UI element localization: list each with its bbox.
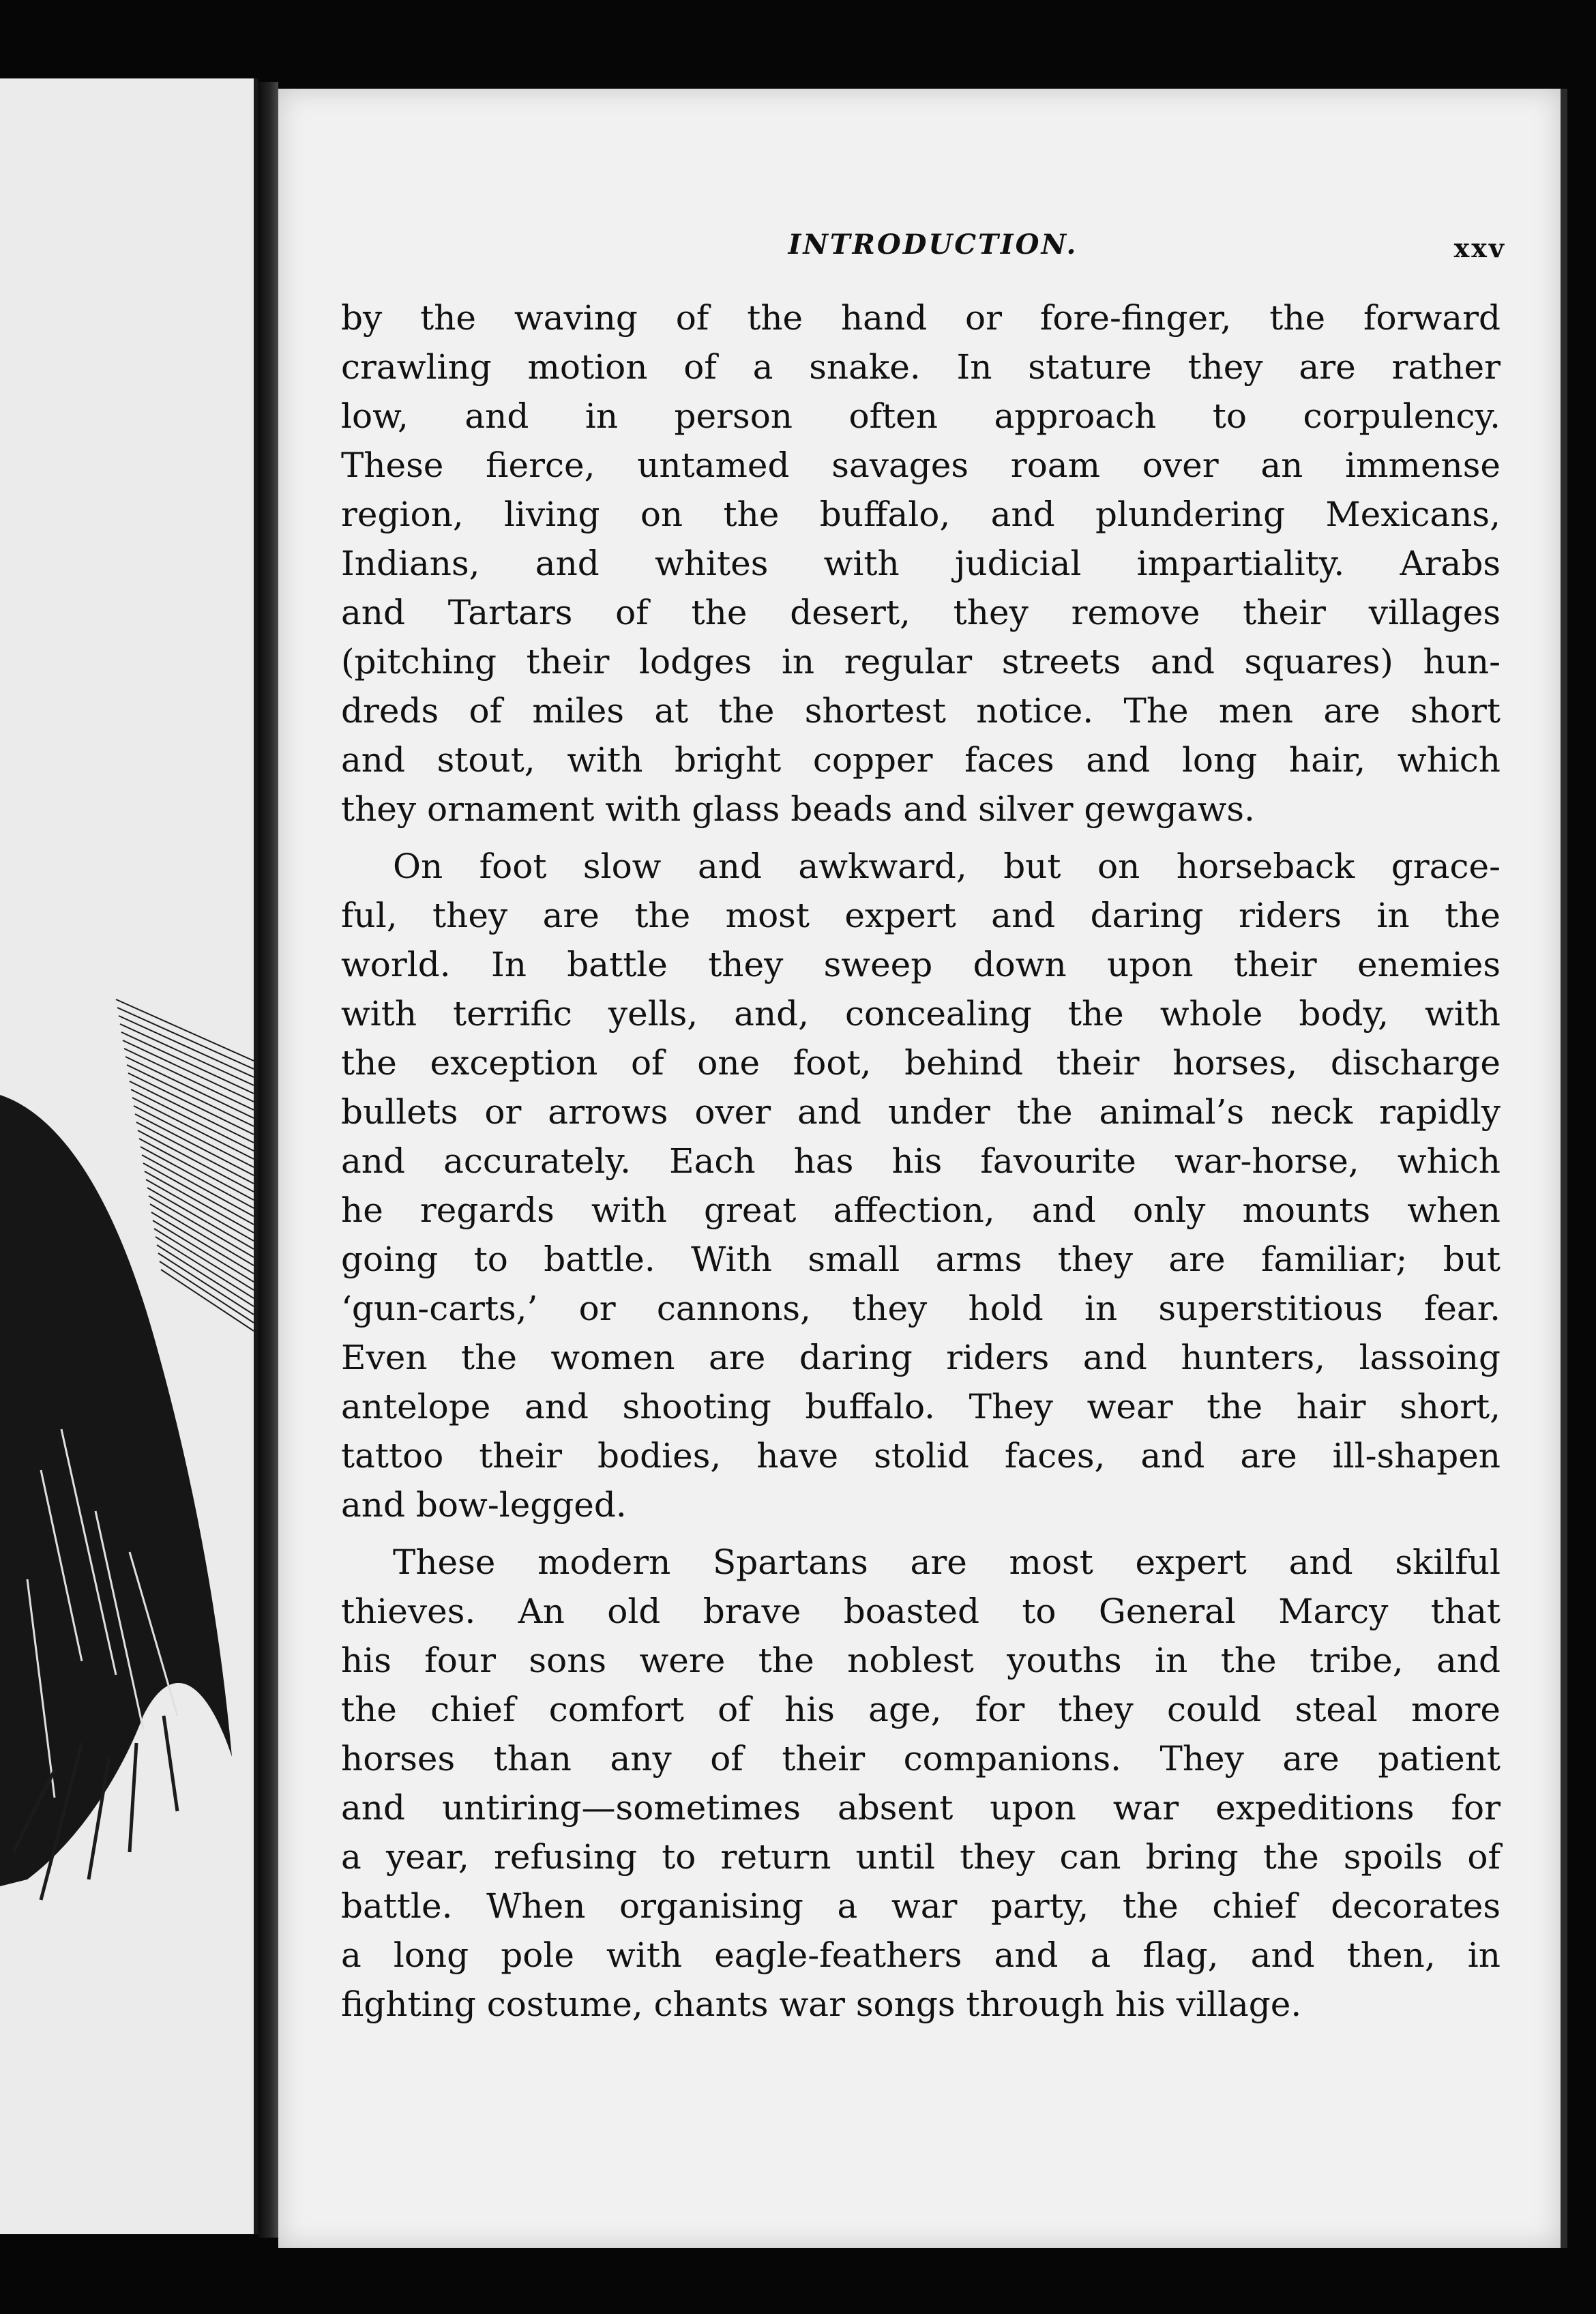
text-line: his four sons were the noblest youths in the tribe, and xyxy=(341,1641,1501,1680)
text-line: region, living on the buffalo, and plundering Mexicans, xyxy=(341,495,1501,534)
text-line: Indians, and whites with judicial impartiality. Arabs xyxy=(341,544,1501,583)
text-line: crawling motion of a snake. In stature they are rather xyxy=(341,347,1501,387)
text-line: he regards with great affection, and only mounts when xyxy=(341,1190,1501,1230)
text-line: ful, they are the most expert and daring riders in the xyxy=(341,896,1501,935)
text-line: antelope and shooting buffalo. They wear the hair short, xyxy=(341,1387,1501,1426)
text-line: These modern Spartans are most expert and skilful xyxy=(393,1542,1501,1582)
text-line: a long pole with eagle-feathers and a flag, and then, in xyxy=(341,1935,1501,1975)
text-line: with terrific yells, and, concealing the whole body, with xyxy=(341,994,1501,1034)
text-line: (pitching their lodges in regular streets and squares) hun- xyxy=(341,642,1501,682)
text-line: and stout, with bright copper faces and long hair, which xyxy=(341,740,1501,780)
text-line: and accurately. Each has his favourite war-horse, which xyxy=(341,1141,1501,1181)
text-line: ‘gun-carts,’ or cannons, they hold in superstitious fear. xyxy=(341,1289,1501,1328)
text-line: dreds of miles at the shortest notice. The men are short xyxy=(341,691,1501,731)
text-line: thieves. An old brave boasted to General Marcy that xyxy=(341,1592,1501,1631)
text-line: low, and in person often approach to corpulency. xyxy=(341,396,1501,436)
facing-plate-page xyxy=(0,78,258,2234)
text-line: Even the women are daring riders and hunters, lassoing xyxy=(341,1338,1501,1377)
text-line: they ornament with glass beads and silver gewgaws. xyxy=(341,789,1255,829)
paragraph xyxy=(341,293,1501,834)
text-line: and bow-legged. xyxy=(341,1485,627,1525)
engraving-illustration xyxy=(0,993,254,1975)
text-line: and Tartars of the desert, they remove their villages xyxy=(341,593,1501,632)
text-line: These fierce, untamed savages roam over an immense xyxy=(341,445,1501,485)
text-line: the exception of one foot, behind their horses, discharge xyxy=(341,1043,1501,1083)
text-line: going to battle. With small arms they are familiar; but xyxy=(341,1240,1501,1279)
text-line: world. In battle they sweep down upon their enemies xyxy=(341,945,1501,984)
page-number: xxv xyxy=(1453,233,1506,263)
book-gutter xyxy=(258,82,278,2238)
paragraph xyxy=(341,1538,1501,2029)
text-line: and untiring—sometimes absent upon war expeditions for xyxy=(341,1788,1501,1828)
page-header xyxy=(353,229,1513,283)
text-line: tattoo their bodies, have stolid faces, and are ill-shapen xyxy=(341,1436,1501,1476)
running-head: INTRODUCTION. xyxy=(788,229,1078,261)
body-text xyxy=(341,293,1501,2029)
text-line: a year, refusing to return until they can bring the spoils of xyxy=(341,1837,1501,1877)
text-line: by the waving of the hand or fore-finger, the forward xyxy=(341,298,1501,338)
text-line: battle. When organising a war party, the chief decorates xyxy=(341,1886,1501,1926)
text-line: the chief comfort of his age, for they could steal more xyxy=(341,1690,1501,1729)
text-line: bullets or arrows over and under the animal’s neck rapidly xyxy=(341,1092,1501,1132)
text-page xyxy=(278,89,1567,2248)
text-line: fighting costume, chants war songs through his village. xyxy=(341,1985,1302,2024)
text-line: On foot slow and awkward, but on horseback grace- xyxy=(393,847,1501,886)
paragraph xyxy=(341,842,1501,1529)
text-line: horses than any of their companions. They are patient xyxy=(341,1739,1501,1778)
